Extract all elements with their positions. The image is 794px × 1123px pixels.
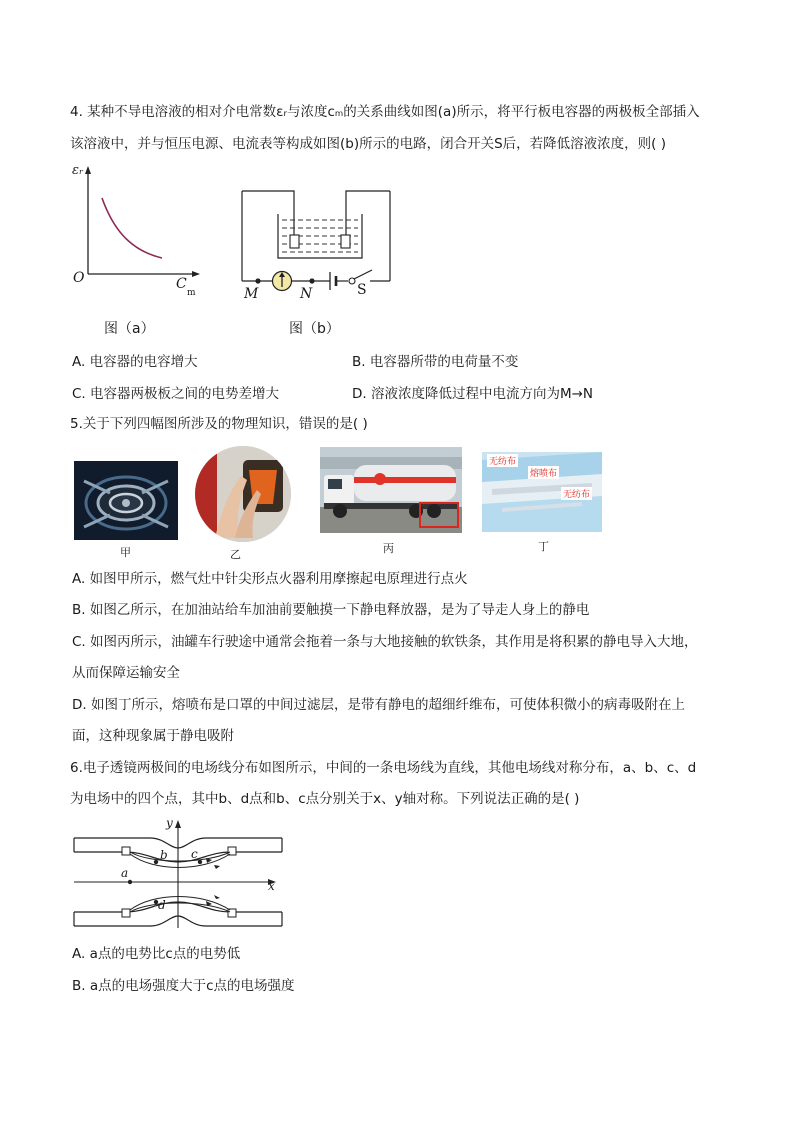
q4-option-d: D. 溶液浓度降低过程中电流方向为M→N — [352, 386, 594, 402]
q6-point-c: c — [191, 847, 198, 861]
fig-b-N: N — [300, 286, 313, 302]
fig-a-origin: O — [73, 270, 85, 286]
q6-stem-line2: 为电场中的四个点，其中b、d点和b、c点分别关于x、y轴对称。下列说法正确的是( ) — [70, 791, 580, 807]
fig-b-caption: 图（b） — [289, 321, 340, 337]
q4-option-a: A. 电容器的电容增大 — [72, 354, 198, 370]
q5-option-a: A. 如图甲所示，燃气灶中针尖形点火器利用摩擦起电原理进行点火 — [72, 571, 468, 587]
fig-b-M: M — [244, 286, 259, 302]
fig-a-y-label: εᵣ — [72, 163, 84, 178]
fig-a-caption: 图（a） — [104, 321, 155, 337]
q5-stem: 5.关于下列四幅图所涉及的物理知识，错误的是( ) — [70, 416, 368, 432]
q6-point-b: b — [160, 848, 168, 862]
q5-option-d-line2: 面，这种现象属于静电吸附 — [72, 728, 234, 744]
q5-option-b: B. 如图乙所示，在加油站给车加油前要触摸一下静电释放器，是为了导走人身上的静电 — [72, 602, 590, 618]
label-nonwoven-1: 无纺布 — [487, 454, 518, 467]
fig-a-x-sub: m — [187, 288, 196, 298]
q5-option-c-line2: 从而保障运输安全 — [72, 665, 180, 681]
fig-a-x-label: C — [176, 276, 187, 292]
label-meltblown: 熔喷布 — [528, 466, 559, 479]
q6-stem-line1: 6.电子透镜两极间的电场线分布如图所示，中间的一条电场线为直线，其他电场线对称分布，a、b、c、d — [70, 760, 697, 776]
photo-caption-ding: 丁 — [538, 540, 549, 553]
photo-jia-gas-stove — [74, 461, 178, 540]
q6-fig-y: y — [166, 816, 173, 830]
q4-stem-line2: 该溶液中，并与恒压电源、电流表等构成如图(b)所示的电路，闭合开关S后，若降低溶液浓度，则( ) — [70, 136, 666, 152]
q6-option-b: B. a点的电场强度大于c点的电场强度 — [72, 978, 295, 994]
photo-bing-tanker-truck — [320, 447, 462, 533]
photo-caption-jia: 甲 — [120, 546, 131, 559]
q4-option-b: B. 电容器所带的电荷量不变 — [352, 354, 519, 370]
photo-yi-static-release — [195, 446, 291, 542]
fig-b-S: S — [357, 282, 367, 298]
q6-fig-x: x — [268, 879, 275, 893]
q4-figure-b — [236, 188, 396, 298]
q6-point-d: d — [158, 898, 166, 912]
q6-electron-lens-figure — [70, 818, 290, 930]
label-nonwoven-2: 无纺布 — [561, 487, 592, 500]
q4-figure-a — [70, 164, 210, 304]
q5-option-c-line1: C. 如图丙所示，油罐车行驶途中通常会拖着一条与大地接触的软铁条，其作用是将积累的静电导入大地， — [72, 634, 698, 650]
photo-caption-bing: 丙 — [383, 542, 394, 555]
photo-caption-yi: 乙 — [230, 548, 241, 561]
q4-stem-line1: 4. 某种不导电溶液的相对介电常数εᵣ与浓度cₘ的关系曲线如图(a)所示，将平行板电容器的两极板全部插入 — [70, 104, 700, 120]
relation-curve — [102, 198, 162, 258]
q6-point-a: a — [121, 866, 129, 880]
q5-option-d-line1: D. 如图丁所示，熔喷布是口罩的中间过滤层，是带有静电的超细纤维布，可使体积微小的病毒吸附在上 — [72, 697, 685, 713]
q6-option-a: A. a点的电势比c点的电势低 — [72, 946, 241, 962]
q4-option-c: C. 电容器两极板之间的电势差增大 — [72, 386, 280, 402]
